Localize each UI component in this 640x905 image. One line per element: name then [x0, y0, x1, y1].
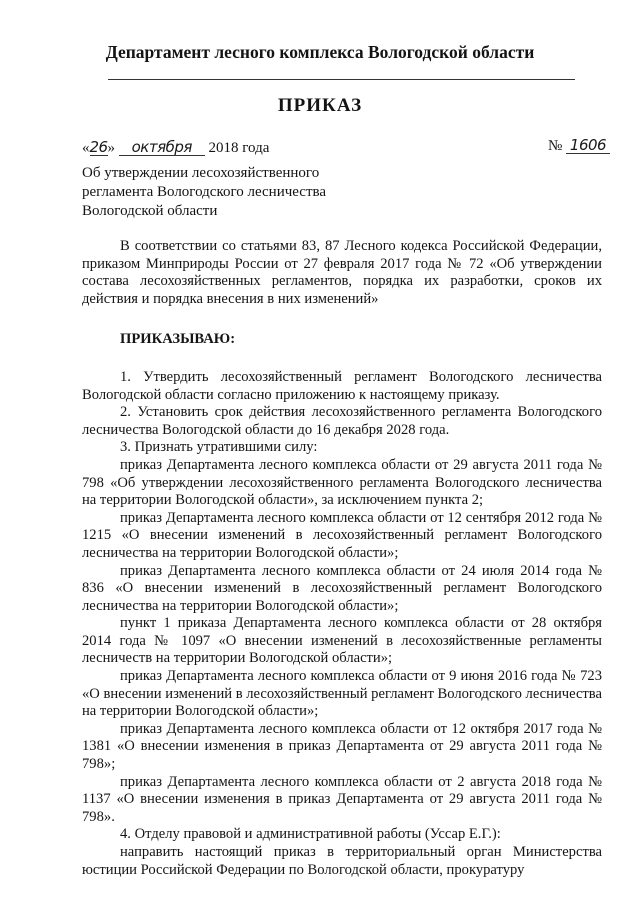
- number-value-handwritten: 1606: [566, 138, 610, 154]
- body-paragraph: пункт 1 приказа Департамента лесного комплекса области от 28 октября 2014 года № 1097 «О внесении изменений в лесохозяйственные регламенты лесничеств на территории Вологодской области»;: [82, 615, 602, 667]
- order-number: [548, 138, 610, 155]
- order-word: ПРИКАЗЫВАЮ:: [120, 331, 236, 348]
- order-date: [82, 140, 269, 157]
- order-subject: [82, 164, 382, 221]
- body-paragraph: приказ Департамента лесного комплекса области от 29 августа 2011 года № 798 «Об утверждении лесохозяйственного регламента Вологодского лесничества на территории Вологодской области», за исключением пункта 2;: [82, 456, 602, 509]
- body-paragraph: направить настоящий приказ в территориальный орган Министерства юстиции Российской Федерации по Вологодской области, прокуратуру: [82, 844, 602, 878]
- date-month-handwritten: октября: [119, 140, 205, 156]
- body-paragraph: приказ Департамента лесного комплекса области от 2 августа 2018 года № 1137 «О внесении изменения в приказ Департамента от 29 августа 2011 года № 798».: [82, 773, 602, 825]
- header-divider: [108, 79, 575, 80]
- subject-line: регламента Вологодского лесничества: [82, 184, 327, 200]
- date-mid-quote: »: [107, 140, 115, 156]
- organization-header: Департамент лесного комплекса Вологодской области: [105, 42, 535, 62]
- document-title: ПРИКАЗ: [277, 95, 363, 116]
- date-year: 2018 года: [208, 140, 270, 156]
- order-body: [82, 238, 602, 879]
- subject-line: Вологодской области: [82, 203, 218, 219]
- date-open-quote: «: [82, 140, 90, 156]
- subject-line: Об утверждении лесохозяйственного: [82, 165, 320, 181]
- date-day-handwritten: 26: [89, 138, 108, 156]
- body-paragraph: 4. Отделу правовой и административной работы (Уссар Е.Г.):: [120, 826, 501, 843]
- body-paragraph: 3. Признать утратившими силу:: [120, 439, 318, 456]
- preamble-paragraph: В соответствии со статьями 83, 87 Лесного кодекса Российской Федерации, приказом Минприроды России от 27 февраля 2017 года № 72 «Об утверждении состава лесохозяйственных регламентов, порядка их разработки, сроков их действия и порядка внесения в них изменений»: [82, 238, 602, 307]
- body-paragraph: приказ Департамента лесного комплекса области от 12 сентября 2012 года № 1215 «О внесении изменений в лесохозяйственный регламент Вологодского лесничества на территории Вологодской области»;: [82, 509, 602, 561]
- body-paragraph: 2. Установить срок действия лесохозяйственного регламента Вологодского лесничества Вологодской области до 16 декабря 2028 года.: [82, 404, 602, 438]
- body-paragraph: приказ Департамента лесного комплекса области от 9 июня 2016 года № 723 «О внесении изменений в лесохозяйственный регламент Вологодского лесничества на территории Вологодской области»;: [82, 668, 602, 720]
- body-paragraph: приказ Департамента лесного комплекса области от 12 октября 2017 года № 1381 «О внесении изменения в приказ Департамента от 29 августа 2011 года № 798»;: [82, 720, 602, 773]
- number-label: №: [547, 138, 563, 154]
- body-paragraph: 1. Утвердить лесохозяйственный регламент Вологодского лесничества Вологодской области согласно приложению к настоящему приказу.: [82, 368, 602, 403]
- body-paragraph: приказ Департамента лесного комплекса области от 24 июля 2014 года № 836 «О внесении изменений в лесохозяйственный регламент Вологодского лесничества на территории Вологодской области»;: [82, 562, 602, 614]
